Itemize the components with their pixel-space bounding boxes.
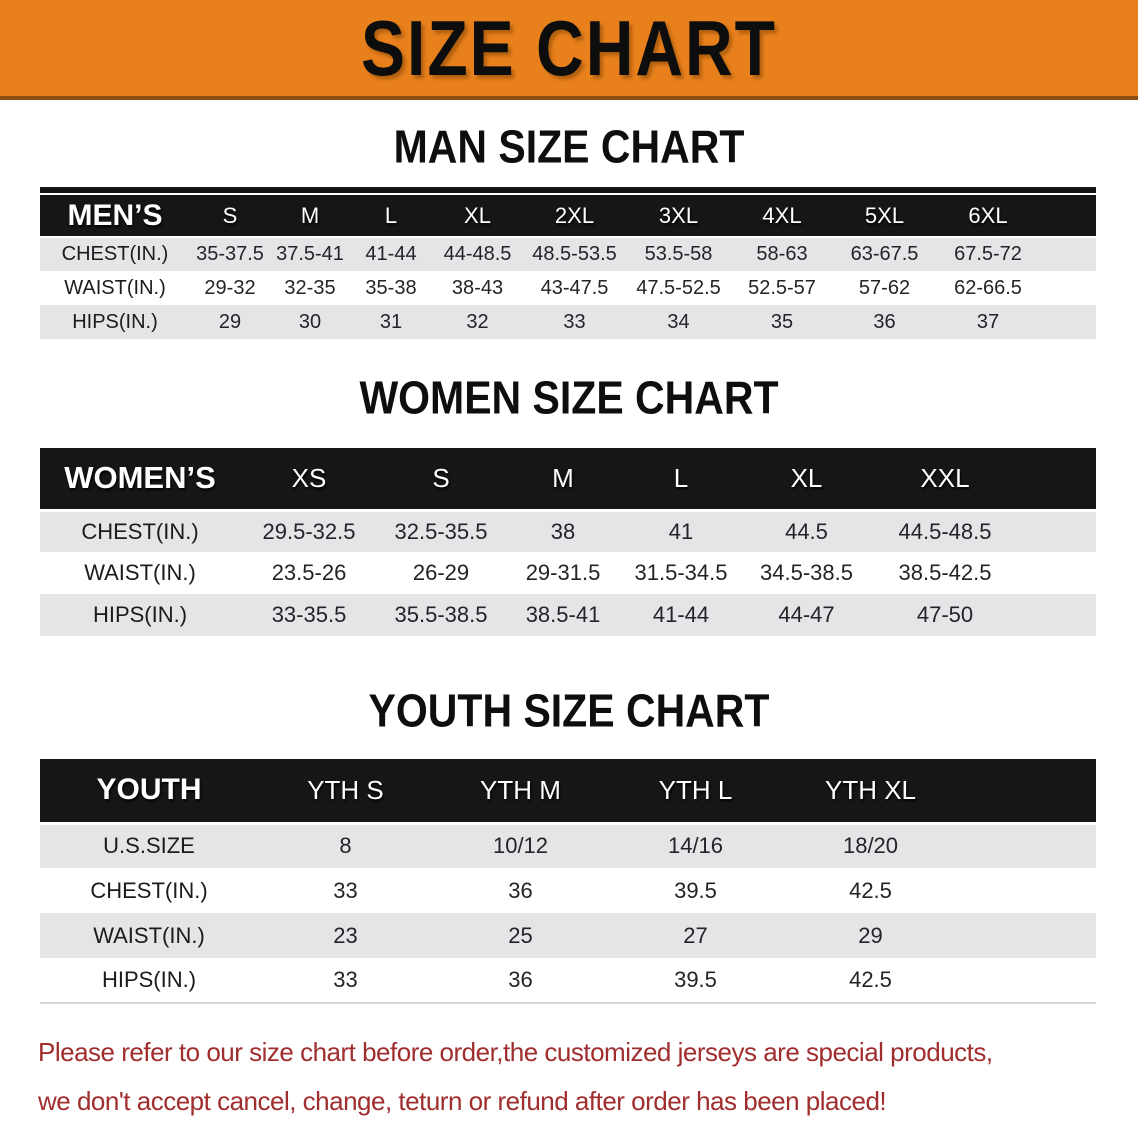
men-table-topline — [40, 187, 1096, 193]
women-size-table — [40, 448, 1096, 636]
men-size-table — [40, 195, 1096, 339]
youth-col-xl: YTH XL — [783, 759, 958, 823]
women-chest-row — [40, 510, 1096, 552]
men-heading — [0, 121, 1138, 173]
size-value-cell: 10/12 — [433, 823, 608, 868]
men-col-xl: XL — [432, 195, 523, 237]
size-value-cell: 39.5 — [608, 868, 783, 913]
men-col-2xl: 2XL — [523, 195, 626, 237]
size-value-cell: 41 — [622, 510, 740, 552]
row-label: HIPS(IN.) — [40, 305, 190, 339]
size-value-cell: 37 — [936, 305, 1040, 339]
youth-col-s: YTH S — [258, 759, 433, 823]
size-value-cell: 31 — [350, 305, 432, 339]
size-value-cell: 14/16 — [608, 823, 783, 868]
men-heading-text: MAN SIZE CHART — [393, 121, 745, 173]
men-waist-row — [40, 271, 1096, 305]
row-label: CHEST(IN.) — [40, 868, 258, 913]
filler-cell — [958, 958, 1096, 1003]
size-value-cell: 52.5-57 — [731, 271, 833, 305]
row-label: WAIST(IN.) — [40, 271, 190, 305]
row-label: WAIST(IN.) — [40, 913, 258, 958]
size-value-cell: 41-44 — [350, 237, 432, 271]
size-value-cell: 31.5-34.5 — [622, 552, 740, 594]
women-col-xl: XL — [740, 448, 873, 510]
size-value-cell: 36 — [433, 868, 608, 913]
size-value-cell: 33 — [258, 868, 433, 913]
size-value-cell: 38 — [504, 510, 622, 552]
notice-line-2: we don't accept cancel, change, teturn or refund after order has been placed! — [38, 1086, 887, 1116]
size-value-cell: 29 — [783, 913, 958, 958]
men-hips-row — [40, 305, 1096, 339]
women-hips-row — [40, 594, 1096, 636]
size-value-cell: 42.5 — [783, 958, 958, 1003]
women-header-row — [40, 448, 1096, 510]
size-value-cell: 34 — [626, 305, 731, 339]
men-header-row — [40, 195, 1096, 237]
filler-cell — [1017, 510, 1096, 552]
size-value-cell: 47.5-52.5 — [626, 271, 731, 305]
row-label: HIPS(IN.) — [40, 958, 258, 1003]
filler-cell — [958, 868, 1096, 913]
youth-col-l: YTH L — [608, 759, 783, 823]
youth-chest-row — [40, 868, 1096, 913]
size-value-cell: 44-48.5 — [432, 237, 523, 271]
size-value-cell: 26-29 — [378, 552, 504, 594]
youth-col-m: YTH M — [433, 759, 608, 823]
section-men — [0, 121, 1138, 339]
size-value-cell: 23.5-26 — [240, 552, 378, 594]
row-label: WAIST(IN.) — [40, 552, 240, 594]
filler-cell — [1040, 237, 1096, 271]
filler-cell — [958, 823, 1096, 868]
row-label: U.S.SIZE — [40, 823, 258, 868]
notice-line-1: Please refer to our size chart before order,the customized jerseys are special products, — [38, 1037, 993, 1067]
size-value-cell: 35-37.5 — [190, 237, 270, 271]
size-value-cell: 57-62 — [833, 271, 936, 305]
size-value-cell: 25 — [433, 913, 608, 958]
size-value-cell: 44.5-48.5 — [873, 510, 1017, 552]
size-value-cell: 30 — [270, 305, 350, 339]
row-label: HIPS(IN.) — [40, 594, 240, 636]
women-col-m: M — [504, 448, 622, 510]
youth-size-table — [40, 759, 1096, 1004]
filler-cell — [958, 913, 1096, 958]
size-value-cell: 43-47.5 — [523, 271, 626, 305]
women-col-xs: XS — [240, 448, 378, 510]
row-label: CHEST(IN.) — [40, 510, 240, 552]
size-value-cell: 33 — [523, 305, 626, 339]
size-value-cell: 35-38 — [350, 271, 432, 305]
women-col-s: S — [378, 448, 504, 510]
size-value-cell: 67.5-72 — [936, 237, 1040, 271]
section-youth — [0, 685, 1138, 1004]
filler-cell — [1040, 195, 1096, 237]
women-corner-label: WOMEN’S — [40, 448, 240, 510]
size-value-cell: 36 — [433, 958, 608, 1003]
size-value-cell: 38.5-41 — [504, 594, 622, 636]
men-col-s: S — [190, 195, 270, 237]
size-value-cell: 39.5 — [608, 958, 783, 1003]
size-value-cell: 34.5-38.5 — [740, 552, 873, 594]
filler-cell — [958, 759, 1096, 823]
men-col-3xl: 3XL — [626, 195, 731, 237]
row-label: CHEST(IN.) — [40, 237, 190, 271]
women-waist-row — [40, 552, 1096, 594]
size-value-cell: 36 — [833, 305, 936, 339]
youth-heading — [0, 685, 1138, 737]
men-col-l: L — [350, 195, 432, 237]
filler-cell — [1040, 271, 1096, 305]
youth-heading-text: YOUTH SIZE CHART — [368, 685, 770, 737]
section-women — [0, 372, 1138, 636]
men-chest-row — [40, 237, 1096, 271]
youth-ussize-row — [40, 823, 1096, 868]
youth-corner-label: YOUTH — [40, 759, 258, 823]
order-notice — [0, 1028, 1138, 1126]
size-value-cell: 33-35.5 — [240, 594, 378, 636]
size-value-cell: 44-47 — [740, 594, 873, 636]
women-col-xxl: XXL — [873, 448, 1017, 510]
women-heading — [0, 372, 1138, 424]
size-value-cell: 58-63 — [731, 237, 833, 271]
banner — [0, 0, 1138, 100]
size-value-cell: 32-35 — [270, 271, 350, 305]
filler-cell — [1040, 305, 1096, 339]
youth-waist-row — [40, 913, 1096, 958]
youth-header-row — [40, 759, 1096, 823]
men-col-5xl: 5XL — [833, 195, 936, 237]
size-value-cell: 37.5-41 — [270, 237, 350, 271]
size-value-cell: 53.5-58 — [626, 237, 731, 271]
size-value-cell: 41-44 — [622, 594, 740, 636]
men-col-6xl: 6XL — [936, 195, 1040, 237]
size-value-cell: 33 — [258, 958, 433, 1003]
size-value-cell: 44.5 — [740, 510, 873, 552]
men-col-4xl: 4XL — [731, 195, 833, 237]
size-value-cell: 18/20 — [783, 823, 958, 868]
size-value-cell: 62-66.5 — [936, 271, 1040, 305]
size-value-cell: 42.5 — [783, 868, 958, 913]
size-value-cell: 29 — [190, 305, 270, 339]
women-col-l: L — [622, 448, 740, 510]
men-corner-label: MEN’S — [40, 195, 190, 237]
size-value-cell: 23 — [258, 913, 433, 958]
size-value-cell: 32 — [432, 305, 523, 339]
filler-cell — [1017, 552, 1096, 594]
filler-cell — [1017, 594, 1096, 636]
men-col-m: M — [270, 195, 350, 237]
size-value-cell: 47-50 — [873, 594, 1017, 636]
youth-hips-row — [40, 958, 1096, 1003]
size-value-cell: 35.5-38.5 — [378, 594, 504, 636]
size-value-cell: 48.5-53.5 — [523, 237, 626, 271]
filler-cell — [1017, 448, 1096, 510]
size-value-cell: 32.5-35.5 — [378, 510, 504, 552]
size-value-cell: 29.5-32.5 — [240, 510, 378, 552]
size-value-cell: 38-43 — [432, 271, 523, 305]
banner-title: SIZE CHART — [361, 4, 777, 92]
size-value-cell: 29-31.5 — [504, 552, 622, 594]
women-heading-text: WOMEN SIZE CHART — [359, 372, 779, 424]
size-value-cell: 38.5-42.5 — [873, 552, 1017, 594]
size-value-cell: 27 — [608, 913, 783, 958]
size-value-cell: 29-32 — [190, 271, 270, 305]
size-value-cell: 8 — [258, 823, 433, 868]
size-value-cell: 63-67.5 — [833, 237, 936, 271]
size-value-cell: 35 — [731, 305, 833, 339]
